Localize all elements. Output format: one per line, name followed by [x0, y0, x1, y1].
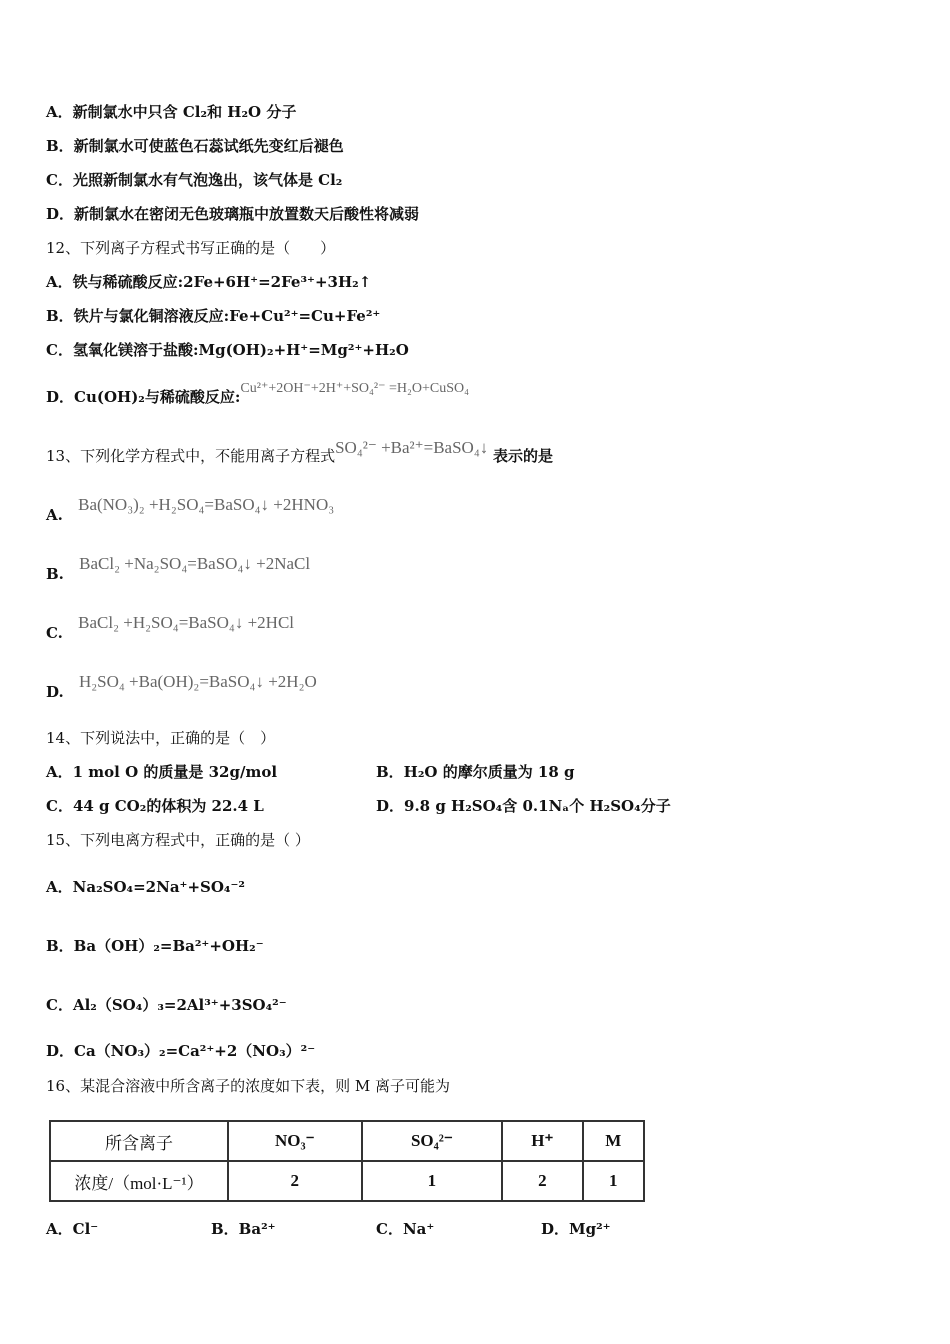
q11-option-b: B．新制氯水可使蓝色石蕊试纸先变红后褪色 [46, 137, 344, 155]
q12-stem: 12、下列离子方程式书写正确的是（ ） [46, 239, 336, 257]
table-row [50, 1161, 644, 1201]
q14-option-b: B．H₂O 的摩尔质量为 18 g [376, 763, 575, 781]
q12-option-a: A．铁与稀硫酸反应:2Fe+6H⁺=2Fe³⁺+3H₂↑ [46, 273, 372, 291]
q14-option-d: D．9.8 g H₂SO₄含 0.1Nₐ个 H₂SO₄分子 [376, 797, 671, 815]
q13-option-c-label: C. [46, 624, 63, 642]
q14-option-a: A．1 mol O 的质量是 32g/mol [46, 763, 278, 781]
q15-option-a: A．Na₂SO₄=2Na⁺+SO₄⁻² [46, 878, 245, 896]
q13-option-b [46, 554, 311, 584]
table-header-cell: H⁺ [502, 1121, 582, 1161]
q12-option-d-label: D．Cu(OH)₂与稀硫酸反应: [46, 388, 241, 406]
table-cell: 2 [228, 1161, 362, 1201]
q12-option-d-equation: Cu²⁺+2OH⁻+2H⁺+SO₄²⁻ =H₂O+CuSO₄ [240, 381, 469, 396]
q13-stem-pre: 13、下列化学方程式中，不能用离子方程式 [46, 447, 336, 465]
table-header-row [50, 1121, 644, 1161]
q13-option-c-equation: BaCl₂ +H₂SO₄=BaSO₄↓ +2HCl [78, 613, 295, 632]
q11-option-d: D．新制氯水在密闭无色玻璃瓶中放置数天后酸性将减弱 [46, 205, 420, 223]
q14-option-c: C．44 g CO₂的体积为 22.4 L [46, 797, 264, 815]
q11-option-c: C．光照新制氯水有气泡逸出，该气体是 Cl₂ [46, 171, 343, 189]
q12-option-d [46, 381, 469, 409]
q15-option-d: D．Ca（NO₃）₂=Ca²⁺+2（NO₃）²⁻ [46, 1042, 316, 1060]
q13-option-d-label: D. [46, 683, 64, 701]
q12-option-b: B．铁片与氯化铜溶液反应:Fe+Cu²⁺=Cu+Fe²⁺ [46, 307, 381, 325]
table-header-cell: M [583, 1121, 644, 1161]
q11-option-a: A．新制氯水中只含 Cl₂和 H₂O 分子 [46, 103, 297, 121]
q15-option-b: B．Ba（OH）₂=Ba²⁺+OH₂⁻ [46, 937, 264, 955]
table-cell: 浓度/（mol·L⁻¹） [50, 1161, 228, 1201]
q15-option-c: C．Al₂（SO₄）₃=2Al³⁺+3SO₄²⁻ [46, 996, 287, 1014]
q13-option-b-equation: BaCl₂ +Na₂SO₄=BaSO₄↓ +2NaCl [79, 554, 311, 573]
q13-stem-equation: SO₄²⁻ +Ba²⁺=BaSO₄↓ [335, 438, 489, 457]
q14-stem: 14、下列说法中，正确的是（ ） [46, 729, 276, 747]
table-cell: 1 [362, 1161, 503, 1201]
q13-stem-post: 表示的是 [493, 447, 554, 465]
q13-stem [46, 438, 554, 466]
q13-option-a-equation: Ba(NO₃)₂ +H₂SO₄=BaSO₄↓ +2HNO₃ [78, 495, 335, 514]
ion-concentration-table [49, 1120, 645, 1202]
table-cell: 1 [583, 1161, 644, 1201]
table-header-cell: NO₃⁻ [228, 1121, 362, 1161]
q13-option-c [46, 613, 295, 643]
q13-option-d-equation: H₂SO₄ +Ba(OH)₂=BaSO₄↓ +2H₂O [78, 672, 317, 691]
q13-option-a [46, 495, 335, 525]
q13-option-a-label: A. [46, 506, 63, 524]
q16-option-b: B．Ba²⁺ [211, 1220, 276, 1238]
q13-option-d [46, 672, 317, 702]
q16-stem: 16、某混合溶液中所含离子的浓度如下表，则 M 离子可能为 [46, 1077, 450, 1095]
q12-option-c: C．氢氧化镁溶于盐酸:Mg(OH)₂+H⁺=Mg²⁺+H₂O [46, 341, 409, 359]
table-cell: 2 [502, 1161, 582, 1201]
q16-option-c: C．Na⁺ [376, 1220, 435, 1238]
q16-option-a: A．Cl⁻ [46, 1220, 99, 1238]
q16-option-d: D．Mg²⁺ [541, 1220, 611, 1238]
table-header-cell: 所含离子 [50, 1121, 228, 1161]
table-header-cell: SO₄²⁻ [362, 1121, 503, 1161]
q13-option-b-label: B. [46, 565, 64, 583]
q15-stem: 15、下列电离方程式中，正确的是（ ） [46, 831, 310, 849]
